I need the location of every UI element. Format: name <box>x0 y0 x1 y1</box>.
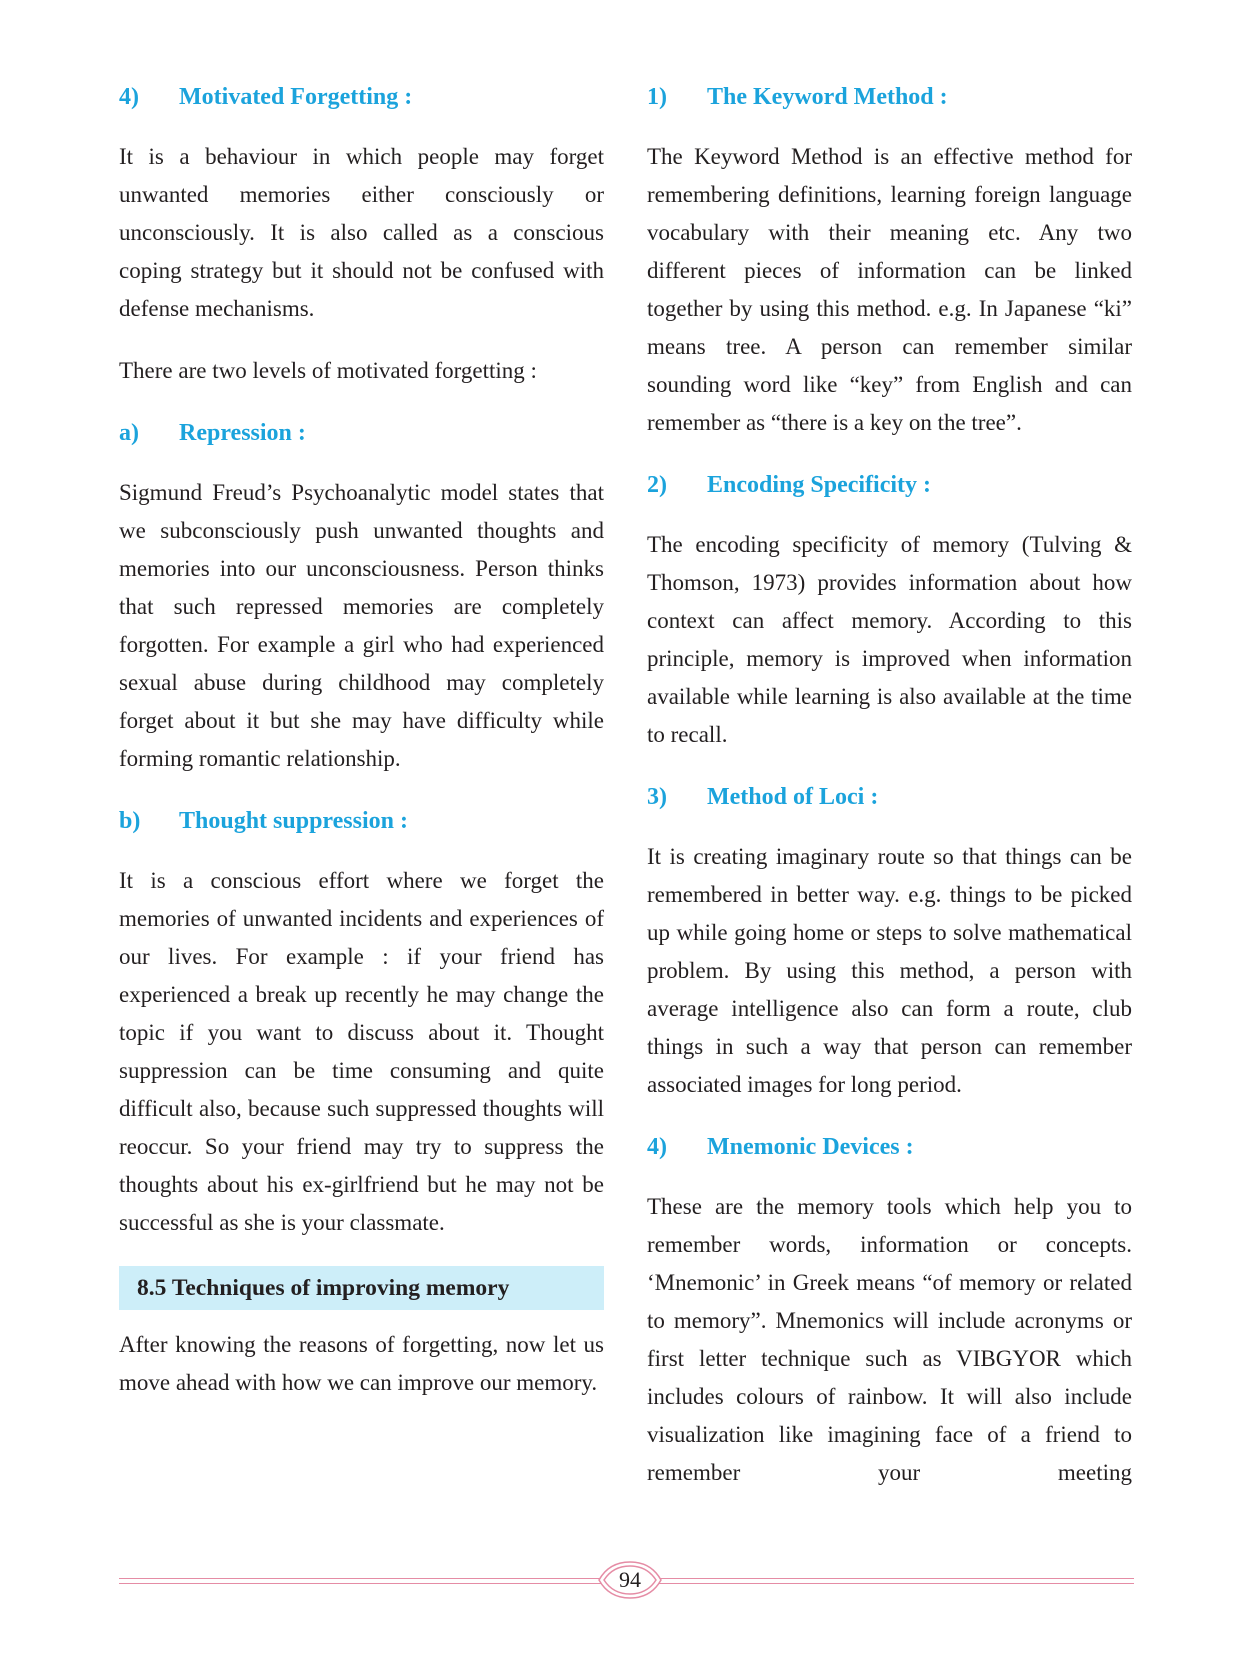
heading-title: Motivated Forgetting : <box>179 84 413 110</box>
section-title-techniques: 8.5 Techniques of improving memory <box>119 1266 604 1310</box>
heading-title: Repression : <box>179 420 306 446</box>
heading-mnemonic-devices <box>647 1128 1132 1166</box>
paragraph-thought-suppression: It is a conscious effort where we forget the memories of unwanted incidents and experiences of our lives. For example : if your friend has experienced a break up recently he may change the topic if you want to discuss about it. Thought suppression can be time consuming and quite difficult also, because such suppressed thoughts will reoccur. So your friend may try to suppress the thoughts about his ex-girlfriend but he may not be successful as she is your classmate. <box>119 868 604 1235</box>
heading-number: 3) <box>647 784 667 810</box>
heading-method-of-loci <box>647 778 1132 816</box>
heading-keyword-method <box>647 78 1132 116</box>
paragraph-two-levels: There are two levels of motivated forgetting : <box>119 358 537 383</box>
paragraph-keyword-method: The Keyword Method is an effective method for remembering definitions, learning foreign language vocabulary with their meaning etc. Any two different pieces of information can be linked together by using this method. e.g. In Japanese “ki” means tree. A person can remember similar sounding word like “key” from English and can remember as “there is a key on the tree”. <box>647 144 1132 435</box>
heading-number: 4) <box>119 84 139 110</box>
heading-repression <box>119 414 604 452</box>
heading-encoding-specificity <box>647 466 1132 504</box>
heading-title: Thought suppression : <box>179 808 408 834</box>
paragraph-mnemonic-devices: These are the memory tools which help you to remember words, information or concepts. ‘Mnemonic’ in Greek means “of memory or related to memory”. Mnemonics will include acronyms or first letter technique such as VIBGYOR which includes colours of rainbow. It will also include visualization like imagining face of a friend to remember your meeting <box>647 1194 1132 1485</box>
paragraph-motivated-forgetting: It is a behaviour in which people may forget unwanted memories either consciously or unconsciously. It is also called as a conscious coping strategy but it should not be confused with defense mechanisms. <box>119 144 604 321</box>
heading-title: Encoding Specificity : <box>707 472 932 498</box>
heading-motivated-forgetting <box>119 78 604 116</box>
heading-title: Mnemonic Devices : <box>707 1134 914 1160</box>
heading-number: 2) <box>647 472 667 498</box>
left-column <box>119 78 604 1426</box>
page-number: 94 <box>619 1567 641 1592</box>
heading-title: Method of Loci : <box>707 784 879 810</box>
heading-thought-suppression <box>119 802 604 840</box>
paragraph-repression: Sigmund Freud’s Psychoanalytic model states that we subconsciously push unwanted thoughts and memories into our unconsciousness. Person thinks that such repressed memories are completely forgotten. For example a girl who had experienced sexual abuse during childhood may completely forget about it but she may have difficulty while forming romantic relationship. <box>119 480 604 771</box>
heading-number: 1) <box>647 84 667 110</box>
heading-number: b) <box>119 808 141 834</box>
right-column <box>647 78 1132 1492</box>
paragraph-improve-memory: After knowing the reasons of forgetting, now let us move ahead with how we can improve our memory. <box>119 1332 604 1395</box>
heading-number: a) <box>119 420 139 446</box>
heading-title: The Keyword Method : <box>707 84 948 110</box>
heading-number: 4) <box>647 1134 667 1160</box>
paragraph-encoding-specificity: The encoding specificity of memory (Tulving & Thomson, 1973) provides information about how context can affect memory. According to this principle, memory is improved when information available while learning is also available at the time to recall. <box>647 532 1132 747</box>
paragraph-method-of-loci: It is creating imaginary route so that things can be remembered in better way. e.g. things to be picked up while going home or steps to solve mathematical problem. By using this method, a person with average intelligence also can form a route, club things in such a way that person can remember associated images for long period. <box>647 844 1132 1097</box>
